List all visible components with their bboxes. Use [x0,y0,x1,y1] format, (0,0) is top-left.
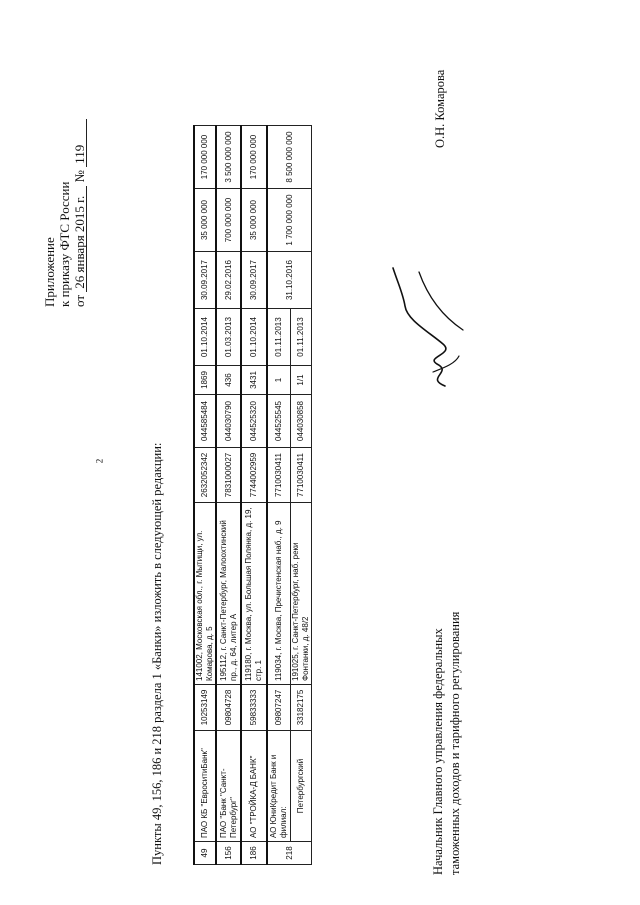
amount-single: 700 000 000 [216,189,241,252]
row-number: 218 [267,842,312,865]
bank-name: ПАО КБ "ЕвроситиБанк" [194,731,216,842]
from-label: от [72,294,87,307]
appendix-title: Приложение [42,237,57,307]
order-date: 26 января 2015 г. [73,186,87,292]
amount-single: 35 000 000 [194,189,216,252]
bank-address: 141002, Московская обл., г. Мытищи, ул. Комарова, д. 5 [194,503,216,685]
bank-address: 119180, г. Москва, ул. Большая Полянка, д. 19, стр. 1 [241,503,267,685]
date-to: 30.09.2017 [241,252,267,309]
amount-single: 35 000 000 [241,189,267,252]
license-number: 3431 [241,366,267,395]
bank-inn: 7710030411 [267,448,291,503]
date-from: 01.10.2014 [194,309,216,366]
license-number: 1 [267,366,291,395]
bank-bik: 044525320 [241,395,267,448]
amount-total: 170 000 000 [241,126,267,189]
bank-bik: 044030790 [216,395,241,448]
date-to: 29.02.2016 [216,252,241,309]
row-number: 49 [194,842,216,865]
signatory-title-line: таможенных доходов и тарифного регулирования [448,611,462,875]
license-number: 1869 [194,366,216,395]
bank-address: 119034, г. Москва, Пречистенская наб., д. 9 [267,503,291,685]
banks-table [193,125,312,865]
date-from: 01.11.2013 [267,309,291,366]
amount-single: 1 700 000 000 [267,189,312,252]
date-from: 01.10.2014 [241,309,267,366]
date-to: 31.10.2016 [267,252,312,309]
handwritten-signature [385,260,475,390]
license-number: 1/1 [291,366,312,395]
row-number: 186 [241,842,267,865]
bank-name: АО "ТРОЙКА-Д БАНК" [241,731,267,842]
signatory-title-line: Начальник Главного управления федеральных [431,628,445,875]
bank-name: АО ЮниКредит Банк и филиал: [267,731,291,842]
bank-address: 195112, г. Санкт-Петербург, Малоохтинский пр., д. 64, литер А [216,503,241,685]
row-number: 156 [216,842,241,865]
table-row [194,126,216,865]
intro-text: Пункты 49, 156, 186 и 218 раздела 1 «Банки» изложить в следующей редакции: [150,442,164,865]
amount-total: 170 000 000 [194,126,216,189]
table-row [267,126,291,865]
bank-code: 33182175 [291,685,312,731]
table-row [241,126,267,865]
date-from: 01.03.2013 [216,309,241,366]
date-from: 01.11.2013 [291,309,312,366]
bank-bik: 044030858 [291,395,312,448]
amount-total: 3 500 000 000 [216,126,241,189]
bank-name: ПАО "Банк "Санкт-Петербург" [216,731,241,842]
signatory-name: О.Н. Комарова [433,69,447,148]
date-to: 30.09.2017 [194,252,216,309]
branch-name: Петербургский [291,731,312,842]
bank-bik: 044525545 [267,395,291,448]
bank-code: 59833333 [241,685,267,731]
bank-address: 191025, г. Санкт-Петербург, наб. реки Фонтанки, д. 48/2 [291,503,312,685]
order-number: 119 [73,119,87,167]
license-number: 436 [216,366,241,395]
bank-code: 09804728 [216,685,241,731]
signatory-title [430,612,464,875]
number-label: № [72,170,87,183]
bank-code: 09807247 [267,685,291,731]
bank-inn: 2632052342 [194,448,216,503]
bank-inn: 7710030411 [291,448,312,503]
bank-code: 10253149 [194,685,216,731]
bank-bik: 044585484 [194,395,216,448]
order-date-line [72,47,87,307]
bank-inn: 7744002959 [241,448,267,503]
appendix-header [42,47,87,307]
amount-total: 8 500 000 000 [267,126,312,189]
order-reference: к приказу ФТС России [57,181,72,307]
table-row [216,126,241,865]
page-number: 2 [94,458,105,464]
bank-inn: 7831000027 [216,448,241,503]
